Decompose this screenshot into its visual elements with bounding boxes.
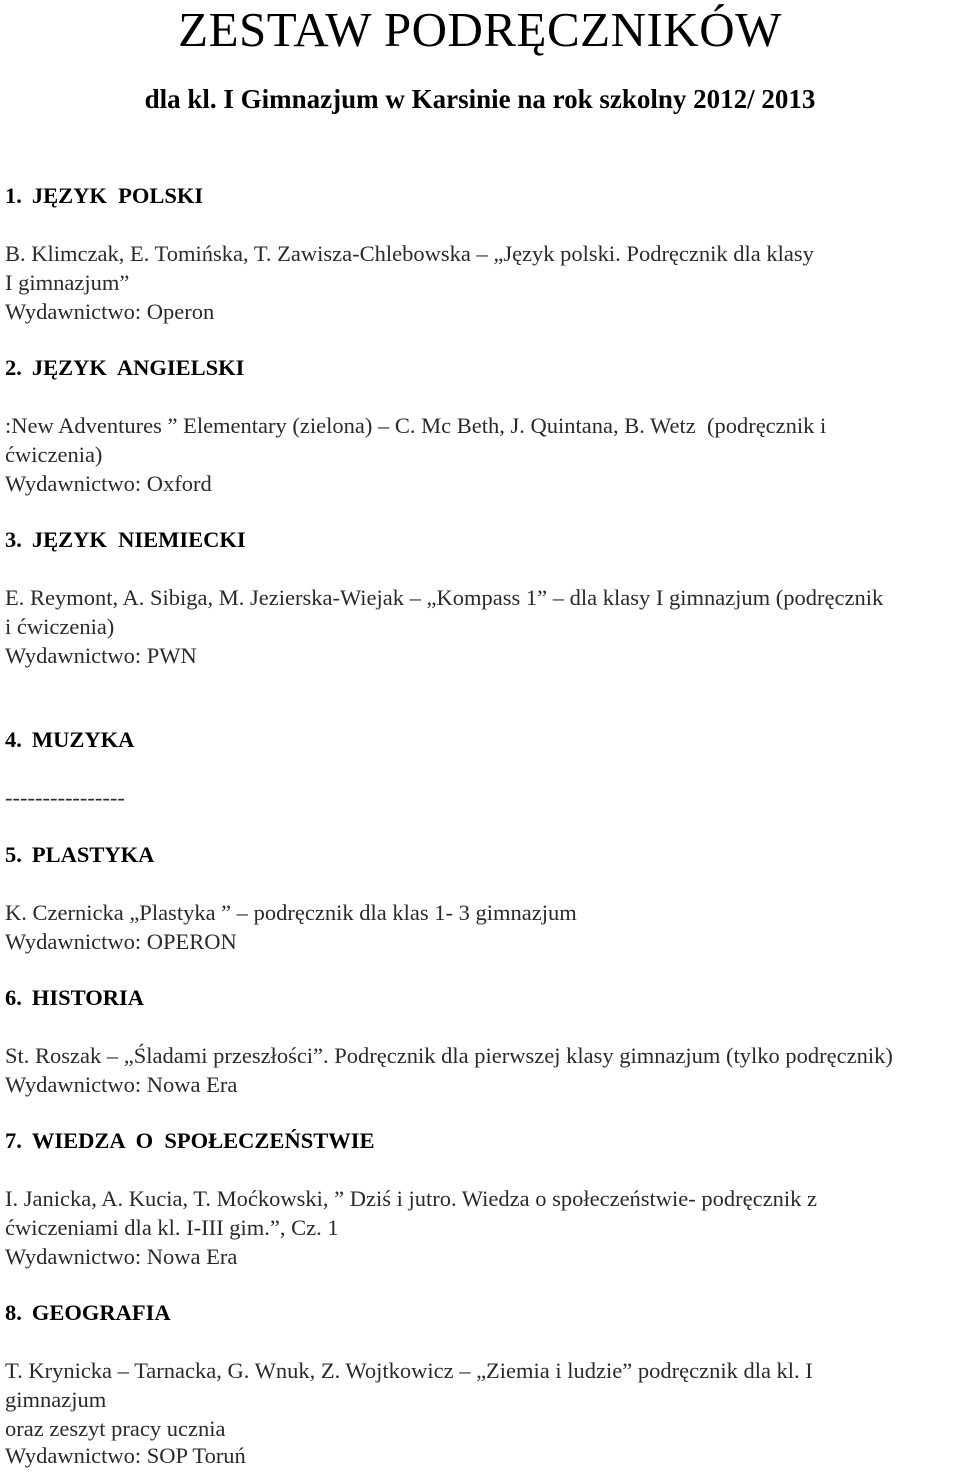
section-number: 7. [5,1128,22,1153]
section-heading [5,353,957,382]
section-text-line: gimnazjum [5,1387,107,1412]
section-text-line: K. Czernicka „Plastyka ” – podręcznik dla klas 1- 3 gimnazjum [5,900,577,925]
section-title: JĘZYK POLSKI [31,183,204,208]
section-text-line: I gimnazjum” [5,270,130,295]
section-text-line: oraz zeszyt pracy ucznia [5,1416,226,1441]
document-title: ZESTAW PODRĘCZNIKÓW [178,2,782,57]
document-subtitle: dla kl. I Gimnazjum w Karsinie na rok szkolny 2012/ 2013 [144,84,816,114]
section-number: 3. [5,527,22,552]
section-heading [5,725,957,754]
section-title: HISTORIA [31,985,145,1010]
publisher-line: Wydawnictwo: Operon [5,299,215,324]
section-number: 2. [5,355,22,380]
publisher-line: Wydawnictwo: Nowa Era [5,1072,238,1097]
section-title: WIEDZA O SPOŁECZEŃSTWIE [31,1128,375,1153]
section-title: JĘZYK ANGIELSKI [31,355,245,380]
section-text-line: B. Klimczak, E. Tomińska, T. Zawisza-Chlebowska – „Język polski. Podręcznik dla klasy [5,241,814,266]
section-text-line: i ćwiczenia) [5,614,115,639]
section-number: 4. [5,727,22,752]
publisher-line: Wydawnictwo: Nowa Era [5,1244,238,1269]
section-heading [5,983,957,1012]
section-text-line: ćwiczeniami dla kl. I-III gim.”, Cz. 1 [5,1215,339,1240]
publisher-line: Wydawnictwo: Oxford [5,471,212,496]
section-heading [5,840,957,869]
section-heading [5,181,957,210]
section-heading [5,525,957,554]
section-number: 1. [5,183,22,208]
section-text-line: E. Reymont, A. Sibiga, M. Jezierska-Wiejak – „Kompass 1” – dla klasy I gimnazjum (podręcznik [5,585,884,610]
section-text-line: T. Krynicka – Tarnacka, G. Wnuk, Z. Wojtkowicz – „Ziemia i ludzie” podręcznik dla kl. I [5,1358,813,1383]
section-number: 5. [5,842,22,867]
section-number: 8. [5,1300,22,1325]
section-title: PLASTYKA [31,842,155,867]
section-text-line: ćwiczenia) [5,442,103,467]
publisher-line: Wydawnictwo: OPERON [5,929,237,954]
section-number: 6. [5,985,22,1010]
section-heading [5,1298,957,1327]
publisher-line: Wydawnictwo: SOP Toruń [5,1443,246,1468]
placeholder-dashes: ---------------- [5,785,125,810]
section-heading [5,1126,957,1155]
section-title: JĘZYK NIEMIECKI [31,527,246,552]
section-title: GEOGRAFIA [31,1300,171,1325]
section-text-line: I. Janicka, A. Kucia, T. Moćkowski, ” Dziś i jutro. Wiedza o społeczeństwie- podręcznik z [5,1186,817,1211]
section-text-line: St. Roszak – „Śladami przeszłości”. Podręcznik dla pierwszej klasy gimnazjum (tylko podręcznik) [5,1043,893,1068]
section-text-line: :New Adventures ” Elementary (zielona) – C. Mc Beth, J. Quintana, B. Wetz (podręcznik i [5,413,827,438]
publisher-line: Wydawnictwo: PWN [5,643,197,668]
section-title: MUZYKA [31,727,135,752]
